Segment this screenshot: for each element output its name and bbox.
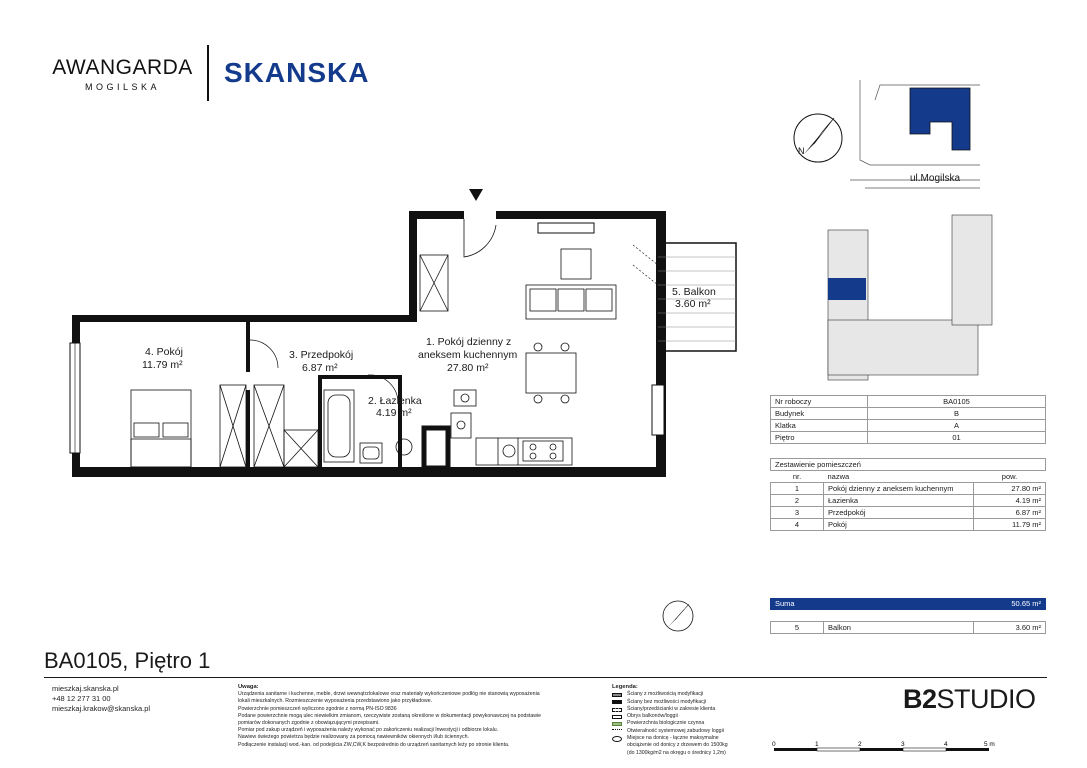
contact-block (52, 684, 150, 714)
apartment-location (828, 278, 866, 300)
living-furniture (526, 249, 616, 403)
note-line: Nawiew świeżego powietrza będzie realizowany za pomocą nawiewników okiennych i/lub ściennych. (238, 734, 469, 741)
row-area: 11.79 m² (974, 519, 1046, 531)
legend-item: obciążenie od donicy z drzewem do 1500kg (627, 742, 728, 749)
balcony-table (770, 621, 1046, 634)
street-label: ul.Mogilska (910, 173, 961, 184)
window-top (538, 223, 594, 233)
legend-swatch (612, 700, 622, 704)
row-nr: 1 (771, 483, 824, 495)
col-nr: nr. (771, 471, 824, 483)
info-label: Piętro (771, 432, 868, 444)
table-row (771, 483, 1046, 495)
svg-text:N: N (798, 146, 805, 156)
balcony-door (633, 245, 658, 285)
note-line: Urządzenia sanitarne i kuchenne, meble, drzwi wewnątrzlokalowe oraz materiały wykończeniowe podłóg nie stanowią wyposażenia (238, 691, 540, 698)
awangarda-logo (50, 56, 195, 92)
table-row (771, 519, 1046, 531)
room1-label: 1. Pokój dzienny z (426, 336, 512, 348)
bed (131, 390, 191, 467)
brand-main: AWANGARDA (52, 56, 193, 79)
note-line: Podłączenie instalacji wod.-kan. od podejścia ZW,CW,K bezpośrednio do urządzeń sanitarnych leży po stronie klienta. (238, 741, 510, 748)
legend-item: (do 1300kg/m2 na okręgu o średnicy 1,2m) (627, 749, 726, 756)
legend-item: Otwieralność systemowej zabudowy loggii (627, 727, 724, 734)
info-label: Klatka (771, 420, 868, 432)
entry-arrow (469, 189, 483, 201)
scale-label: 3 (901, 741, 905, 748)
info-value: BA0105 (868, 396, 1046, 408)
legend-swatch (612, 693, 622, 697)
b2-studio-logo (903, 684, 1036, 715)
window-living (652, 385, 664, 435)
apartment-title: BA0105, Piętro 1 (44, 648, 211, 673)
scale-label: 0 (772, 741, 776, 748)
row-nr: 2 (771, 495, 824, 507)
row-nr: 3 (771, 507, 824, 519)
row-area: 3.60 m² (974, 622, 1046, 634)
site-plan (780, 70, 1080, 380)
contact-website[interactable]: mieszkaj.skanska.pl (52, 684, 119, 693)
rooms-table-title: Zestawienie pomieszczeń (771, 459, 1046, 471)
room5-label: 5. Balkon (672, 286, 716, 298)
row-name: Przedpokój (824, 507, 974, 519)
studio-rest: STUDIO (936, 684, 1036, 714)
building-highlight (910, 88, 970, 150)
col-area: pow. (974, 471, 1046, 483)
note-line: pomiarów dokonanych zgodnie z obowiązującymi przepisami. (238, 720, 380, 727)
room4-area: 11.79 m² (142, 359, 183, 371)
row-nr: 4 (771, 519, 824, 531)
entry-door (464, 219, 496, 257)
scale-label: 1 (815, 741, 819, 748)
legend-swatch (612, 715, 622, 719)
floor-plan (68, 185, 716, 485)
notes-block (238, 684, 578, 749)
info-value: A (868, 420, 1046, 432)
info-table (770, 395, 1046, 444)
row-name: Łazienka (824, 495, 974, 507)
legend-item: Ściany z możliwością modyfikacji (627, 691, 704, 698)
room3-label: 3. Przedpokój (289, 349, 354, 361)
room4-label: 4. Pokój (145, 346, 183, 358)
col-name: nazwa (824, 471, 974, 483)
compass-icon (794, 114, 842, 162)
legend-item: Miejsce na donicę - łączne maksymalne (627, 735, 719, 742)
room5-area: 3.60 m² (675, 298, 711, 310)
room1-area: 27.80 m² (447, 362, 489, 374)
legend-swatch (612, 722, 622, 726)
room1-label2: aneksem kuchennym (418, 349, 518, 361)
legend-item: Ściany/przedścianki w zakresie klienta (627, 705, 716, 712)
legend-item: Ściany bez możliwości modyfikacji (627, 698, 706, 705)
door-bedroom (250, 340, 278, 368)
legend-spacer (612, 751, 622, 755)
scale-label: 4 (944, 741, 948, 748)
contact-email[interactable]: mieszkaj.krakow@skanska.pl (52, 704, 151, 713)
note-line: Podane powierzchnie mogą ulec niewielkim zmianom, rzeczywiste zostaną określone w dokumentacji powykonawczej na podstawie (238, 712, 542, 719)
info-value: 01 (868, 432, 1046, 444)
table-row (771, 622, 1046, 634)
room2-area: 4.19 m² (376, 407, 412, 419)
legend-spacer (612, 744, 622, 748)
note-line: Powierzchnie pomieszczeń wyliczono zgodnie z normą PN-ISO 9836 (238, 705, 397, 712)
legend-item: Obrys balkonów/loggii (627, 713, 678, 720)
logo-divider (207, 45, 209, 101)
info-label: Budynek (771, 408, 868, 420)
legend-title: Legenda: (612, 684, 638, 690)
rooms-table (770, 458, 1046, 531)
walls (72, 211, 666, 477)
notes-title: Uwaga: (238, 684, 259, 690)
skanska-logo: SKANSKA (224, 57, 370, 88)
table-row (771, 507, 1046, 519)
row-nr: 5 (771, 622, 824, 634)
scale-label: 2 (858, 741, 862, 748)
sum-value: 50.65 m² (1011, 599, 1041, 608)
row-name: Balkon (824, 622, 974, 634)
sum-label: Suma (775, 599, 795, 608)
brand-sub: MOGILSKA (84, 82, 160, 92)
footer-divider (44, 677, 1047, 678)
scale-bar (770, 738, 1030, 756)
note-line: lokali mieszkalnych. Rozmieszczenie wyposażenia przedstawiono jako przykładowe. (238, 698, 433, 705)
row-name: Pokój dzienny z aneksem kuchennym (824, 483, 974, 495)
studio-bold: B2 (903, 684, 937, 714)
contact-phone: +48 12 277 31 00 (52, 694, 111, 703)
legend-swatch (612, 708, 622, 712)
legend-item: Powierzchnia biologicznie czynna (627, 720, 705, 727)
scale-label: 5 m (984, 741, 995, 748)
legend-block (612, 684, 762, 757)
table-row (771, 495, 1046, 507)
row-area: 6.87 m² (974, 507, 1046, 519)
sum-bar (770, 598, 1046, 610)
info-value: B (868, 408, 1046, 420)
row-area: 27.80 m² (974, 483, 1046, 495)
row-area: 4.19 m² (974, 495, 1046, 507)
room3-area: 6.87 m² (302, 362, 338, 374)
row-name: Pokój (824, 519, 974, 531)
legend-swatch (612, 729, 622, 733)
room2-label: 2. Łazienka (368, 395, 422, 407)
note-line: Pomiar pod zakup urządzeń i wyposażenia należy wykonać po zakończeniu realizacji Inwestycji i odbiorze lokalu. (238, 727, 499, 734)
kitchen (451, 413, 572, 465)
compass-small-icon (660, 598, 696, 634)
legend-swatch (612, 736, 622, 742)
info-label: Nr roboczy (771, 396, 868, 408)
